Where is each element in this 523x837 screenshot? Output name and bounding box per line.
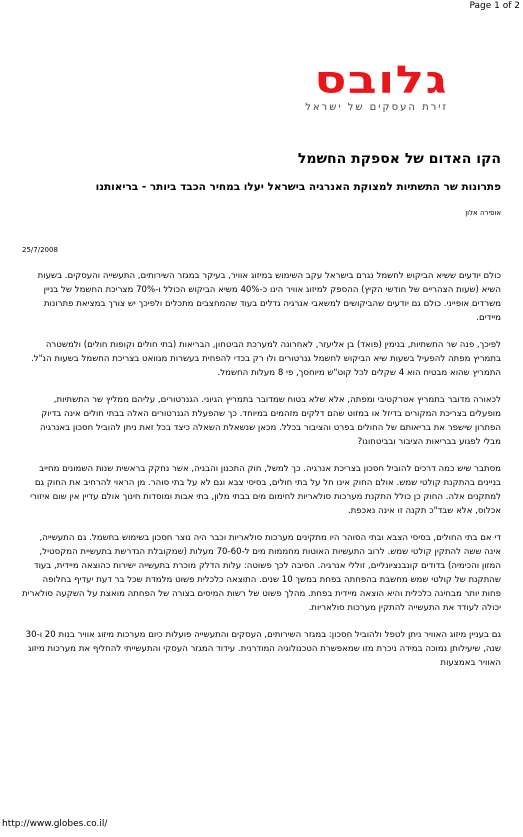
article-title: הקו האדום של אספקת החשמל bbox=[297, 151, 501, 167]
article-paragraph: כולם יודעים ששיא הביקוש לחשמל נגרם בישראל עקב השימוש במיזוג אוויר, בעיקר במגזר השירותים, התעשייה והעסקים. בשעות השיא (שעות הצהריים של חודשי הקיץ) ההספק למיזוג אוויר הינו כ-40% משיא הביקוש הכולל ו-70% מצריכת החשמל של בניין משרדים אופייני. כולם גם יודעים שהביקושים למשאבי אנרגיה גדלים בעוד שהמחצבים מתכלים ולפיכך יש צורך במציאת פתרונות מיידים. bbox=[37, 271, 501, 323]
article-paragraph: מסתבר שיש כמה דרכים להוביל חסכון בצריכת אנרגיה. כך למשל, חוק התכנון והבניה, אשר נחקק בראשית שנות השמונים מחייב בניינים בהתקנת קולטי שמש. אולם החוק אינו חל על בתי חולים, בסיסי צבא וגם לא על בתי סוהר. מן הראוי להרחיב את החוק גם למתקנים אלה. החוק כן כולל התקנת מערכות סולאריות לחימום מים בבתי מלון, בתי אבות ומוסדות חינוך אולם עדיין אין שום איזורי אכלוס, אלא שבד"כ תקנה זו אינה נאכפת. bbox=[30, 464, 501, 516]
page-number: Page 1 of 2 bbox=[469, 1, 520, 11]
article-subtitle: פתרונות שר התשתיות למצוקת האנרגיה בישראל יעלו במחיר הכבד ביותר - בריאותנו bbox=[95, 181, 501, 193]
globes-logo[interactable] bbox=[288, 60, 448, 114]
article-paragraph: גם בעניין מיזוג האוויר ניתן לטפל ולהוביל חסכון: במגזר השירותים, העסקים והתעשייה פועלות כיום מערכות מיזוג אוויר בנות 20 ו-30 שנה, שיעילותן נמוכה במידה ניכרת מזו שמאפשרת הטכנולוגיה המודרנית. עידוד המגזר העסקי והתעשייתי להחליף את מערכות מיזוג האוויר באמצעות bbox=[25, 630, 501, 668]
logo-tagline: זירת העסקים של ישראל bbox=[305, 102, 448, 113]
logo-wordmark: גלובס bbox=[314, 58, 448, 102]
article-paragraph: לפיכך, פנה שר התשתיות, בנימין (פואד) בן אליעזר, לאחרונה למערכת הביטחון, הבריאות (בתי חולים וקופות חולים) ולמשטרה בתמריץ מפתה להפעיל בשעות שיא הביקוש לחשמל גנרטורים ולו רק בכדי להפחית בעשרות מגוואט בצריכת החשמל בשעות הנ"ל. התמריץ שהוא מבטיח הוא 4 שקלים לכל קוט"ש מיוחסך, פי 8 מעלות החשמל. bbox=[30, 340, 501, 378]
article bbox=[22, 150, 501, 683]
article-paragraph: די אם בתי החולים, בסיסי הצבא ובתי הסוהר היו מתקינים מערכות סולאריות וכבר היה נוצר חסכון בשימוש בחשמל. גם התעשייה, אינה ששה להתקין קולטי שמש. לרוב התעשיות האוטות מחממות מים ל-70-60 מעלות (שמקובלת הנדרשת בתעשיית המקסטיל, המזון והכימיה) בדודים קונבנציונליים, זוללי אנרגיה. הסיבה לכך פשוטה: עלות הדלק מוכרת בתעשייה ישירות כהוצאה מיידית, בעוד שהתקנת של קולטי שמש מחשבת בהפחתה בפחת במשך 10 שנים. התוצאה כלכלית פשוט מלמדת שכל בר דעת יעדיף בחלופה פחות יותר מבחינה כלכלית והיא הוצאה מיידית בפחת. מהלך פשוט של רשות המיסים בצורה של הפחתה מואצת על השקעה סולארית יכולה לעודד את התעשייה להתקין מערכות סולאריות. bbox=[22, 533, 501, 613]
article-author: אופירה אלון bbox=[465, 209, 501, 217]
article-paragraph: לכאורה מדובר בתמריץ אטרקטיבי ומפתה, אלא שלא בטוח שמדובר בתמריץ הגיוני. הגנרטורים, עליהם ממליץ שר התשתיות, מופעלים בצריכת המקורים בדיזל או במזוט שהם דלקים מזהמים במיוחד. כך שהפעלת הגנרטורים האלה בבתי חולים אינה בדיוק הפתרון שישפר את בריאותם של החולים בפרט והציבור בכלל. מכאן שנשאלת השאלה כיצד בכל זאת ניתן להוביל חסכון באנרגיה מבלי לפגוע בבריאות הציבור ובביטחונו? bbox=[40, 395, 501, 447]
article-date: 25/7/2008 bbox=[22, 246, 58, 254]
footer-url[interactable]: http://www.globes.co.il/ bbox=[2, 819, 108, 829]
